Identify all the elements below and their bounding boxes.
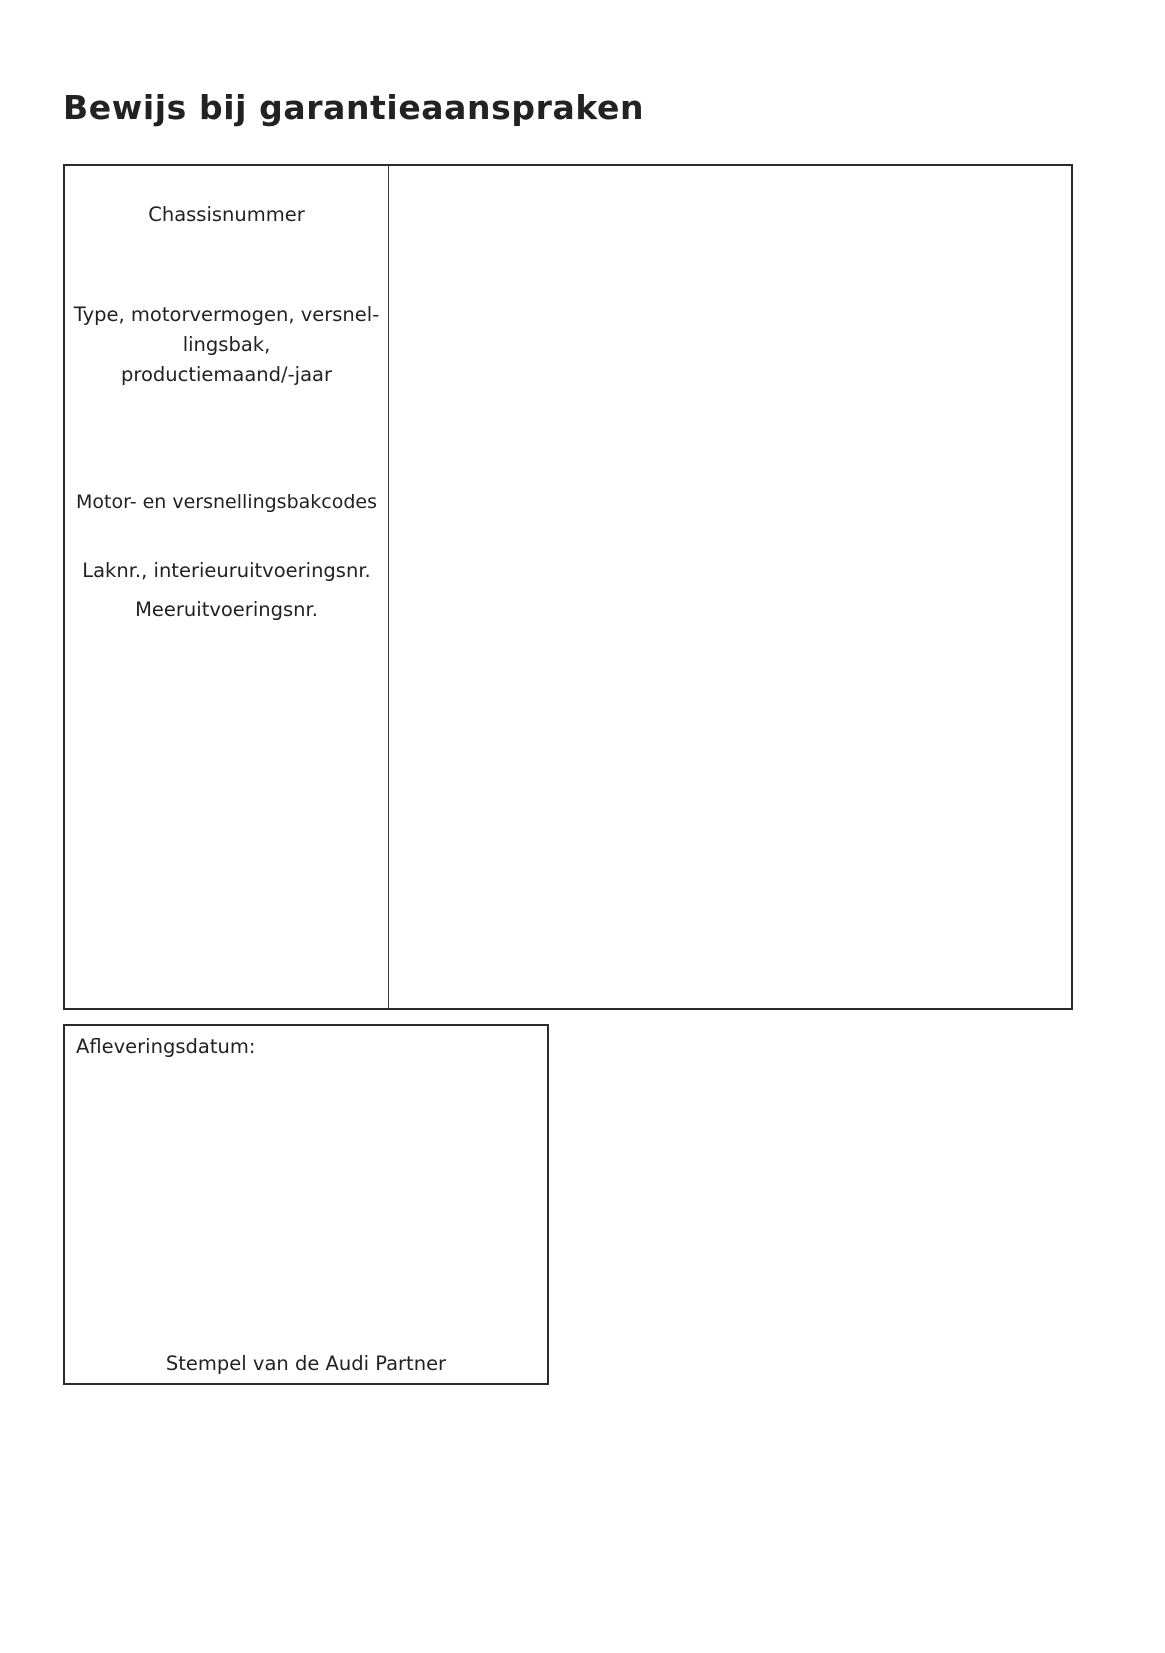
engine-gearbox-codes-label: Motor- en versnellingsbakcodes [76, 491, 377, 513]
type-label-line-3: productiemaand/-jaar [121, 363, 332, 386]
delivery-stamp-box [63, 1024, 549, 1385]
label-column [65, 166, 389, 1008]
type-label-line-1: Type, motorvermogen, versnel- [73, 303, 380, 326]
page-title: Bewijs bij garantieaanspraken [63, 88, 645, 127]
extra-equipment-number-label: Meeruitvoeringsnr. [135, 598, 318, 621]
chassis-number-label: Chassisnummer [148, 203, 305, 226]
vehicle-data-table [63, 164, 1073, 1010]
type-engine-gearbox-label [65, 300, 388, 390]
delivery-date-label: Afleveringsdatum: [76, 1035, 256, 1058]
paint-interior-number-label: Laknr., interieuruitvoeringsnr. [82, 559, 371, 582]
dealer-stamp-label: Stempel van de Audi Partner [165, 1352, 447, 1375]
value-entry-area[interactable] [389, 166, 1071, 1008]
type-label-line-2: lingsbak, [182, 333, 271, 356]
